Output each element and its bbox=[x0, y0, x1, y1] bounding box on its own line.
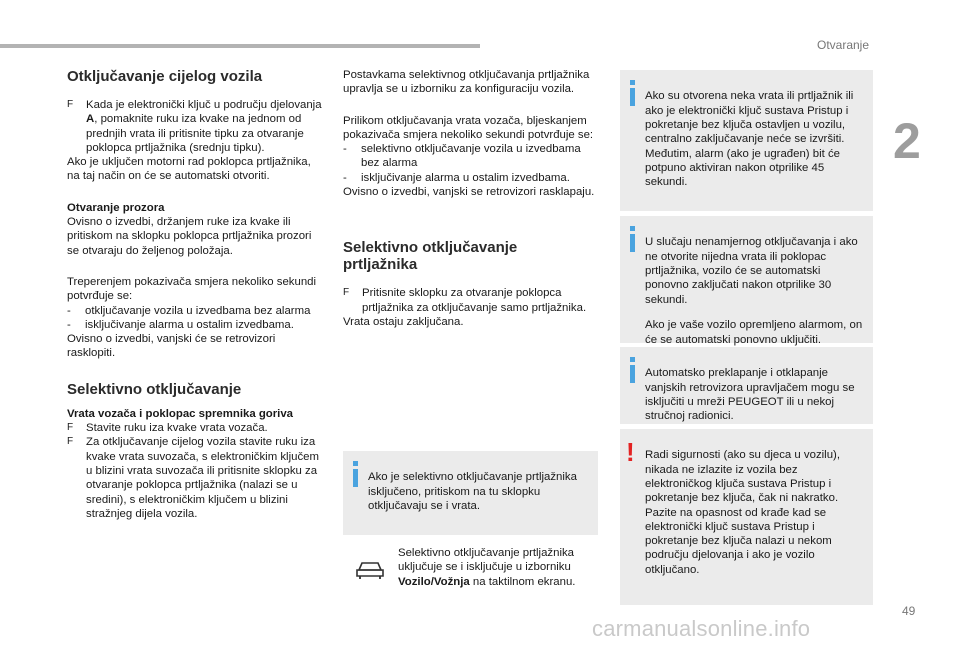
info-icon bbox=[626, 357, 646, 383]
heading-unlock-all: Otključavanje cijelog vozila bbox=[67, 68, 263, 85]
warning-icon: ! bbox=[626, 437, 635, 467]
chapter-number: 2 bbox=[893, 113, 921, 169]
column-2 bbox=[343, 68, 601, 329]
subheading-windows: Otvaranje prozora bbox=[67, 201, 165, 214]
car-note: Selektivno otključavanje prtljažnika uključuje se i isključuje u izborniku Vozilo/Vožnja na taktilnom ekranu. bbox=[398, 547, 576, 588]
info-box-trunk: Ako je selektivno otključavanje prtljažnika isključeno, pritiskom na tu sklopku otključavaju se i vrata. bbox=[343, 451, 598, 535]
info-icon bbox=[626, 80, 646, 106]
info-box-central-lock: Ako su otvorena neka vrata ili prtljažnik ili ako je elektronički ključ sustava Pristup i pokretanje bez ključa ostavljen u vozilu, centralno zaključavanje neće se izvršiti. Međutim, alarm (ako je ugrađen) bit će potpuno aktiviran nakon otprilike 45 sekundi. bbox=[620, 70, 873, 211]
top-rule bbox=[0, 44, 480, 48]
bullet-marker: F bbox=[67, 436, 74, 448]
dash-marker: - bbox=[67, 304, 71, 317]
paragraph: Treperenjem pokazivača smjera nekoliko sekundi potvrđuje se: bbox=[67, 275, 317, 303]
dash-item: - isključivanje alarma u ostalim izvedbama. bbox=[67, 318, 294, 331]
info-icon bbox=[349, 461, 369, 487]
paragraph: Vrata ostaju zaključana. bbox=[343, 315, 464, 328]
section-title: Otvaranje bbox=[817, 38, 870, 52]
paragraph: Ovisno o izvedbi, vanjski će se retrovizori rasklopiti. bbox=[67, 333, 276, 360]
bullet-marker: F bbox=[67, 422, 74, 434]
dash-marker: - bbox=[67, 318, 71, 331]
info-icon bbox=[626, 226, 646, 252]
bullet-marker: F bbox=[343, 287, 350, 299]
info-box-mirrors: Automatsko preklapanje i otklapanje vanjskih retrovizora upravljačem mogu se isključiti u mreži PEUGEOT ili u nekoj stručnoj radionici. bbox=[620, 347, 873, 424]
dash-item: - selektivno otključavanje vozila u izvedbama bez alarma bbox=[343, 143, 581, 170]
dash-marker: - bbox=[343, 143, 347, 156]
paragraph: Prilikom otključavanja vrata vozača, bljeskanjem pokazivača smjera nekoliko sekundi potvrđuje se: bbox=[343, 114, 594, 141]
subheading-driver: Vrata vozača i poklopac spremnika goriva bbox=[67, 407, 294, 420]
paragraph: Ovisno o izvedbi, držanjem ruke iza kvake ili pritiskom na sklopku poklopca prtljažnika prozori se otvaraju do željenog položaja. bbox=[67, 216, 312, 257]
paragraph: Ovisno o izvedbi, vanjski se retrovizori rasklapaju. bbox=[343, 186, 595, 199]
warning-box-safety: ! Radi sigurnosti (ako su djeca u vozilu), nikada ne izlazite iz vozila bez elektroničkog ključa sustava Pristup i pokretanje bez ključa, čak ni nakratko. Pazite na opasnost od krađe kad se elektronički ključ sustava Pristup i pokretanje bez ključa nalazi u nekom području djelovanja i ako je vozilo otključano. bbox=[620, 429, 873, 605]
column-1 bbox=[67, 68, 323, 521]
bullet-item: F Stavite ruku iza kvake vrata vozača. bbox=[67, 422, 268, 435]
dash-item: - otključavanje vozila u izvedbama bez alarma bbox=[67, 304, 311, 317]
dash-marker: - bbox=[343, 171, 347, 184]
heading-trunk: Selektivno otključavanje prtljažnika bbox=[343, 239, 518, 274]
car-icon bbox=[355, 558, 385, 580]
bullet-item: F Za otključavanje cijelog vozila stavite ruku iza kvake vrata suvozača, s elektroničkim ključem u blizini vrata suvozača ili pritisnite sklopku za otvaranje poklopca prtljažnika (nalazi se u sredini), s elektroničkim ključem u blizini stražnjeg dijela vozila. bbox=[67, 436, 319, 520]
heading-selective: Selektivno otključavanje bbox=[67, 380, 242, 398]
dash-item: - isključivanje alarma u ostalim izvedbama. bbox=[343, 171, 570, 184]
page-number: 49 bbox=[902, 604, 916, 618]
paragraph: Ako je uključen motorni rad poklopca prtljažnika, na taj način on će se automatski otvoriti. bbox=[67, 156, 311, 183]
watermark: carmanualsonline.info bbox=[592, 616, 811, 641]
bullet-marker: F bbox=[67, 99, 74, 110]
bullet-item: F Kada je elektronički ključ u području djelovanja A, pomaknite ruku iza kvake na jednom od prednjih vrata ili pritisnite tipku za otvaranje poklopca prtljažnika (srednju tipku). bbox=[67, 99, 322, 154]
bullet-item: F Pritisnite sklopku za otvaranje poklopca prtljažnika za otključavanje samo prtljažnika. bbox=[343, 287, 587, 314]
paragraph: Postavkama selektivnog otključavanja prtljažnika upravlja se u izborniku za konfiguraciju vozila. bbox=[343, 69, 590, 96]
info-box-relock: U slučaju nenamjernog otključavanja i ako ne otvorite nijedna vrata ili poklopac prtljažnika, vozilo će se automatski ponovno zaključati nakon otprilike 30 sekundi. Ako je vaše vozilo opremljeno alarmom, on će se automatski ponovno uključiti. bbox=[620, 216, 873, 343]
